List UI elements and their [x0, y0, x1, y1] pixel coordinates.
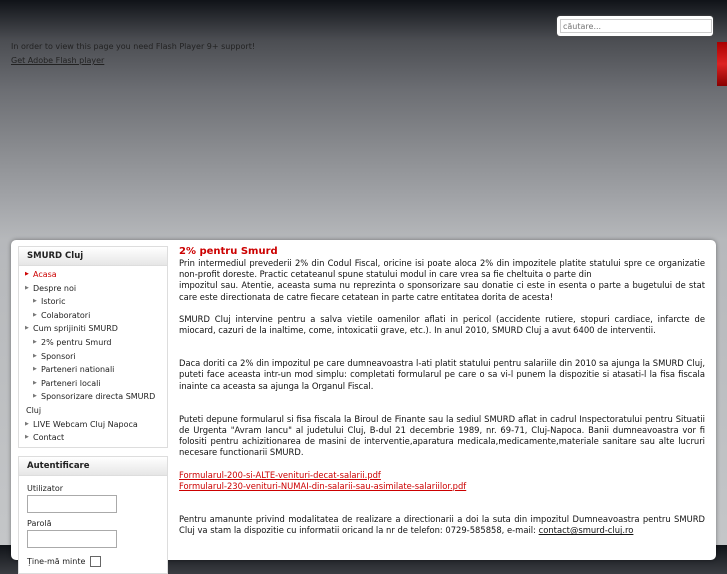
- menu-box: [18, 246, 168, 448]
- remember-me-checkbox[interactable]: [90, 556, 101, 567]
- menu-item-label: Parteneri nationali: [41, 365, 115, 375]
- intro-paragraph: Prin intermediul prevederii 2% din Codul Fiscal, oricine isi poate aloca 2% din impozitele platite statului spre ce organizatie non-profit doreste. Practic cetateanul spune statului modul in care vrea sa fie cheltuita o parte din impozitul sau. Atentie, aceasta suma nu reprezinta o sponsorizare sau donatie ci este in esenta o parte a bugetului de stat care este directionata de catre fiecare cetatean in parte catre entitatea dorita de acesta!: [179, 258, 705, 302]
- menu-item-label: Istoric: [41, 297, 66, 307]
- menu-item-label: Cluj: [26, 405, 42, 415]
- contact-paragraph: Pentru amanunte privind modalitatea de realizare a directionarii a doi la suta din impozitul Dumneavoastra pentru SMURD Cluj va stam la dispozitie cu informatii oricand la nr de telefon: 0729-585858, e-mail: contact@smurd-cluj.ro: [179, 514, 705, 536]
- nav-menu: [19, 266, 167, 447]
- menu-item-parteneri-locali[interactable]: [19, 377, 167, 391]
- arrow-right-icon: ▶: [33, 311, 37, 318]
- menu-item-label: Sponsorizare directa SMURD: [41, 392, 156, 402]
- menu-item-contact[interactable]: [19, 431, 167, 445]
- email-link[interactable]: contact@smurd-cluj.ro: [538, 525, 634, 536]
- menu-item-label: Sponsori: [41, 351, 76, 361]
- arrow-right-icon: ▶: [25, 434, 29, 441]
- instructions-paragraph: Daca doriti ca 2% din impozitul pe care dumneavoastra l-ati platit statului pentru salariile din 2010 sa ajunga la SMURD Cluj, puteti face aceasta intr-un mod simplu: completati formularul pe care o sa vi-l punem la dispozitie si atasati-l la fisa fiscala inainte ca aceasta sa ajunga la Organul Fiscal.: [179, 358, 705, 391]
- page-title: 2% pentru Smurd: [179, 246, 278, 257]
- menu-item-colaboratori[interactable]: [19, 309, 167, 323]
- menu-item-sponsori[interactable]: [19, 350, 167, 364]
- submission-paragraph: Puteti depune formularul si fisa fiscala la Biroul de Finante sau la sediul SMURD aflat in cadrul Inspectoratului pentru Situatii de Urgenta "Avram Iancu" al judetului Cluj, B-dul 21 decembrie 1989, nr. 69-71, Cluj-Napoca. Banii dumneavoastra vor fi folositi pentru achizitionarea de masini de interventie,aparatura medicala,medicamente,materiale sanitare sau alte lucruri necesare functionarii SMURD.: [179, 413, 705, 458]
- menu-item-cum-sprijiniti[interactable]: [19, 322, 167, 336]
- menu-item-label: LIVE Webcam Cluj Napoca: [33, 419, 138, 429]
- menu-item-label: Despre noi: [33, 283, 77, 293]
- menu-item-label: Colaboratori: [41, 310, 91, 320]
- menu-item-parteneri-nationali[interactable]: [19, 363, 167, 377]
- form-200-link[interactable]: Formularul-200-si-ALTE-venituri-decat-salarii.pdf: [179, 469, 381, 480]
- menu-item-acasa[interactable]: [19, 268, 167, 282]
- arrow-right-icon: ▶: [33, 352, 37, 359]
- remember-me-label: Ține-mă minte: [27, 556, 86, 566]
- username-field[interactable]: [27, 495, 117, 513]
- login-title: Autentificare: [19, 457, 167, 476]
- arrow-right-icon: ▶: [33, 393, 37, 400]
- sidebar: [18, 246, 168, 574]
- arrow-right-icon: ▶: [25, 271, 29, 277]
- menu-item-live-webcam[interactable]: [19, 418, 167, 432]
- arrow-right-icon: ▶: [33, 338, 37, 345]
- menu-item-label: Acasa: [33, 270, 57, 279]
- arrow-right-icon: ▶: [33, 366, 37, 373]
- arrow-right-icon: ▶: [33, 379, 37, 386]
- form-230-link[interactable]: Formularul-230-venituri-NUMAI-din-salarii-sau-asimilate-salariilor.pdf: [179, 480, 467, 491]
- login-box: [18, 456, 168, 574]
- arrow-right-icon: ▶: [33, 298, 37, 305]
- search-input[interactable]: [560, 19, 712, 33]
- menu-title: SMURD Cluj: [19, 247, 167, 266]
- article-content: [179, 246, 705, 536]
- username-label: Utilizator: [27, 483, 64, 493]
- menu-item-cluj[interactable]: [19, 404, 167, 418]
- arrow-right-icon: ▶: [25, 325, 29, 332]
- menu-item-label: Parteneri locali: [41, 378, 101, 388]
- flash-player-message: In order to view this page you need Flash Player 9+ support!: [11, 42, 256, 51]
- arrow-right-icon: ▶: [25, 420, 29, 427]
- menu-item-despre-noi[interactable]: [19, 282, 167, 296]
- menu-item-2-procente[interactable]: [19, 336, 167, 350]
- search-box: [557, 16, 713, 36]
- menu-item-label: 2% pentru Smurd: [41, 337, 112, 347]
- password-label: Parolă: [27, 518, 52, 528]
- menu-item-label: Contact: [33, 433, 65, 443]
- menu-item-istoric[interactable]: [19, 295, 167, 309]
- login-form: [19, 476, 167, 573]
- menu-item-label: Cum sprijiniti SMURD: [33, 324, 118, 334]
- remember-me-row: [27, 556, 159, 567]
- main-panel: [11, 240, 716, 566]
- get-flash-player-link[interactable]: Get Adobe Flash player: [11, 56, 105, 65]
- interventions-paragraph: SMURD Cluj intervine pentru a salva vietile oamenilor aflati in pericol (accidente rutiere, stopuri cardiace, infarcte de miocard, cazuri de la inaltime, come, intoxicatii grave, etc.). In anul 2010, SMURD Cluj a avut 6400 de interventii.: [179, 313, 705, 336]
- password-field[interactable]: [27, 530, 117, 548]
- menu-item-sponsorizare-directa[interactable]: [19, 390, 167, 404]
- arrow-right-icon: ▶: [25, 284, 29, 291]
- red-side-tab: [717, 42, 727, 86]
